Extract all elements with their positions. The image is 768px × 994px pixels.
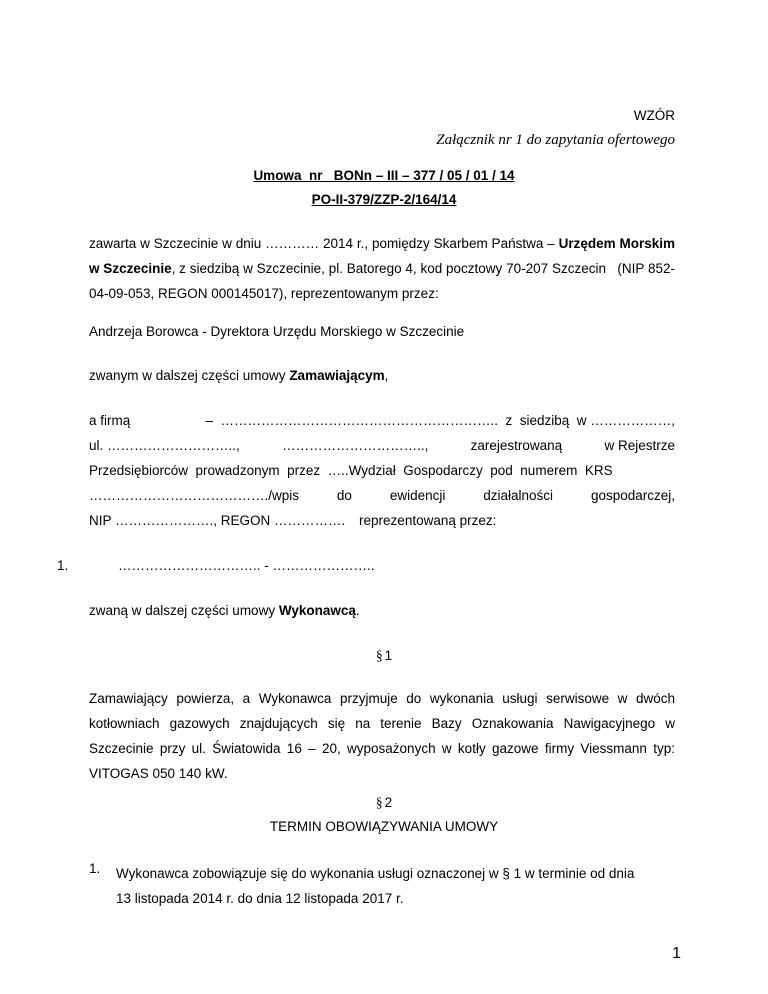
- section-sign: §: [375, 648, 383, 663]
- section-2-item-line-1: Wykonawca zobowiązuje się do wykonania usługi oznaczonej w § 1 w terminie od dnia: [116, 866, 635, 881]
- section-2-item-line-2: 13 listopada 2014 r. do dnia 12 listopada 2017 r.: [116, 891, 404, 906]
- list-item-text: ………………………….. - …………………..: [118, 558, 375, 573]
- page-number: 1: [672, 945, 681, 962]
- wykonawca-line: [89, 603, 360, 618]
- reference-number: PO-II-379/ZZP-2/164/14: [311, 192, 457, 207]
- represented-by: reprezentowaną przez:: [359, 513, 497, 528]
- urzad-name: Urzędem Morskim w Szczecinie: [89, 236, 679, 276]
- company-l2-c: zarejestrowaną: [470, 438, 563, 453]
- section-1-number: 1: [384, 648, 393, 663]
- company-line-4: [89, 488, 675, 503]
- company-l4-e: gospodarczej,: [590, 488, 675, 503]
- section-2-heading: [0, 795, 768, 811]
- intro-part-c: , z siedzibą w Szczecinie, pl. Batorego 4, kod pocztowy 70-207 Szczecin (NIP 852-04-09-053, REGON 000145017), reprezentowanym przez:: [89, 261, 676, 301]
- contract-title: [0, 168, 768, 183]
- section-2-number: 2: [384, 795, 393, 810]
- company-l1-b: – …………………………………………………….. z siedzibą w ………………,: [205, 413, 675, 428]
- company-l4-d: działalności: [483, 488, 554, 503]
- section-2-item-number: 1.: [89, 861, 101, 876]
- contract-number: Umowa nr BONn – III – 377 / 05 / 01 / 14: [253, 168, 515, 183]
- zamawiajacy-term: Zamawiającym: [289, 368, 385, 383]
- company-l2-a: ul. ………………………..,: [89, 438, 240, 453]
- list-number: 1.: [57, 558, 69, 573]
- wykonawca-term: Wykonawcą: [278, 603, 356, 618]
- attachment-label: Załącznik nr 1 do zapytania ofertowego: [436, 132, 675, 148]
- zamawiajacy-suffix: ,: [384, 368, 389, 383]
- company-l2-b: …………………………..,: [282, 438, 429, 453]
- contract-reference: [0, 192, 768, 207]
- section-1-text: Zamawiający powierza, a Wykonawca przyjmuje do wykonania usługi serwisowe w dwóch kotłowniach gazowych znajdujących się na terenie Bazy Oznakowania Nawigacyjnego w Szczecinie przy ul. Światowida 16 – 20, wyposażonych w kotły gazowe firmy Viessmann typ: VITOGAS 050 140 kW.: [89, 691, 675, 781]
- company-l4-a: …………………………………./wpis: [89, 488, 300, 503]
- company-line-3: [89, 463, 675, 478]
- company-line-1: [89, 413, 675, 428]
- company-l4-b: do: [336, 488, 352, 503]
- zamawiajacy-line: [89, 368, 388, 383]
- intro-part-a: zawarta w Szczecinie w dniu ………… 2014 r., pomiędzy Skarbem Państwa –: [89, 236, 559, 251]
- wzor-label: WZÓR: [633, 108, 675, 123]
- section-2-item-text: [116, 861, 634, 911]
- section-1-heading: [0, 648, 768, 664]
- representative-line: Andrzeja Borowca - Dyrektora Urzędu Morskiego w Szczecinie: [89, 324, 465, 339]
- wykonawca-suffix: .: [355, 603, 360, 618]
- zamawiajacy-prefix: zwanym w dalszej części umowy: [89, 368, 290, 383]
- company-l4-c: ewidencji: [389, 488, 446, 503]
- wykonawca-prefix: zwaną w dalszej części umowy: [89, 603, 279, 618]
- section-sign: §: [375, 795, 383, 810]
- nip-regon: NIP …………………., REGON …………….: [89, 513, 346, 528]
- company-line-2: [89, 438, 675, 453]
- section-2-subtitle: TERMIN OBOWIĄZYWANIA UMOWY: [269, 819, 499, 834]
- company-l2-d: w Rejestrze: [604, 438, 675, 453]
- company-line-5: [89, 513, 496, 528]
- company-l1-a: a firmą: [89, 413, 131, 428]
- company-l3: Przedsiębiorców prowadzonym przez …..Wydział Gospodarczy pod numerem KRS: [89, 463, 613, 478]
- intro-paragraph: [89, 231, 679, 306]
